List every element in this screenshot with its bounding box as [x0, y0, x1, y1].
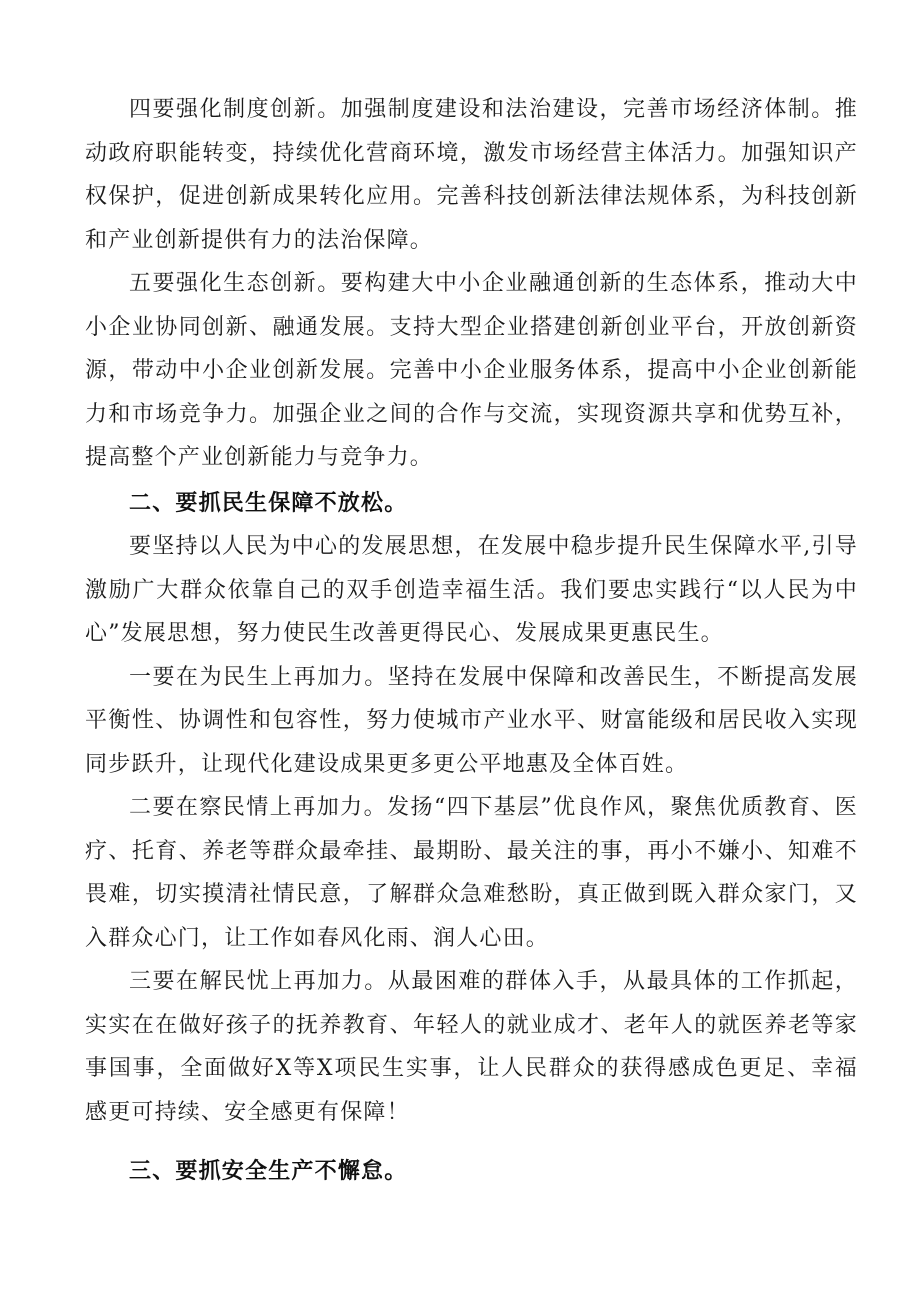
paragraph-ecological-innovation: 五要强化生态创新。要构建大中小企业融通创新的生态体系，推动大中小企业协同创新、融通发展。支持大型企业搭建创新创业平台，开放创新资源，带动中小企业创新发展。完善中小企业服务体系，提高中小企业创新能力和市场竞争力。加强企业之间的合作与交流，实现资源共享和优势互补，提高整个产业创新能力与竞争力。 — [85, 271, 858, 470]
paragraph-public-sentiment: 二要在察民情上再加力。发扬“四下基层”优良作风，聚焦优质教育、医疗、托育、养老等群众最牵挂、最期盼、最关注的事，再小不嫌小、知难不畏难，切实摸清社情民意，了解群众急难愁盼，真正做到既入群众家门，又入群众心门，让工作如春风化雨、润人心田。 — [85, 795, 858, 951]
paragraph-for-livelihood: 一要在为民生上再加力。坚持在发展中保障和改善民生，不断提高发展平衡性、协调性和包容性，努力使城市产业水平、财富能级和居民收入实现同步跃升，让现代化建设成果更多更公平地惠及全体百姓。 — [85, 664, 858, 777]
paragraph-relieve-worries: 三要在解民忧上再加力。从最困难的群体入手，从最具体的工作抓起，实实在在做好孩子的抚养教育、年轻人的就业成才、老年人的就医养老等家事国事，全面做好X等X项民生实事，让人民群众的获得感成色更足、幸福感更可持续、安全感更有保障！ — [85, 969, 858, 1125]
paragraph-people-centered: 要坚持以人民为中心的发展思想，在发展中稳步提升民生保障水平,引导激励广大群众依靠自己的双手创造幸福生活。我们要忠实践行“以人民为中心”发展思想，努力使民生改善更得民心、发展成果更惠民生。 — [85, 534, 858, 646]
paragraph-institutional-innovation: 四要强化制度创新。加强制度建设和法治建设，完善市场经济体制。推动政府职能转变，持续优化营商环境，激发市场经营主体活力。加强知识产权保护，促进创新成果转化应用。完善科技创新法律法规体系，为科技创新和产业创新提供有力的法治保障。 — [85, 97, 858, 253]
section-heading-livelihood: 二、要抓民生保障不放松。 — [129, 490, 408, 516]
section-heading-safety: 三、要抓安全生产不懈怠。 — [129, 1159, 408, 1184]
